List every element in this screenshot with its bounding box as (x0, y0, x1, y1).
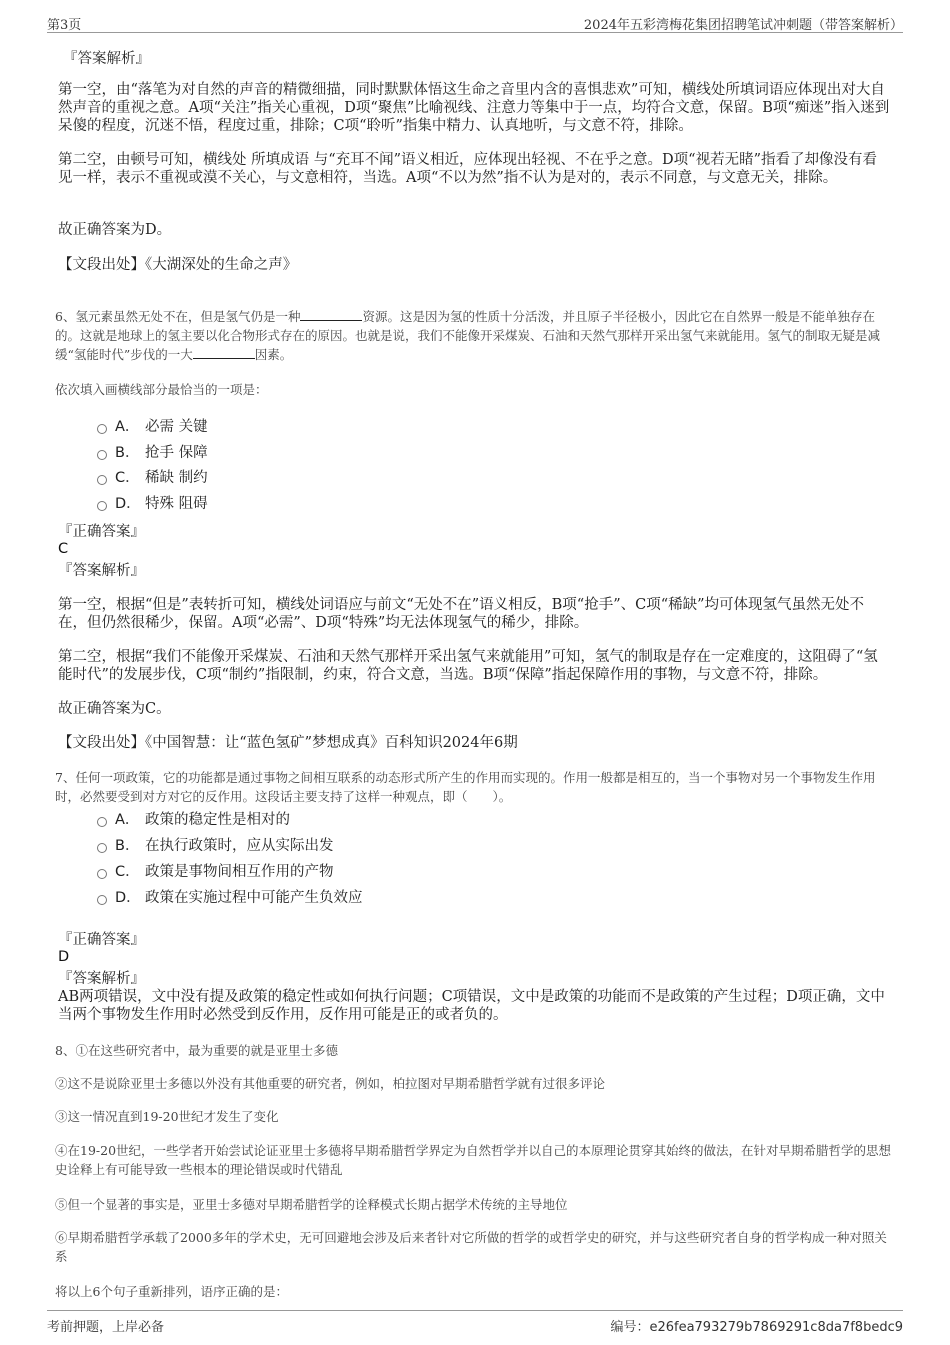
q7-option-a[interactable]: A． 政策的稳定性是相对的 (97, 811, 290, 829)
q5-analysis-label: 『答案解析』 (63, 51, 150, 67)
q7-option-c[interactable]: C． 政策是事物间相互作用的产物 (97, 863, 334, 881)
q7-analysis: AB两项错误，文中没有提及政策的稳定性或如何执行问题；C项错误，文中是政策的功能而不是政策的产生过程；D项正确，文中当两个事物发生作用时必然受到反作用，反作用可能是正的或者负的。 (58, 989, 885, 1023)
q5-analysis-p2: 第二空，由顿号可知，横线处 所填成语 与“充耳不闻”语义相近，应体现出轻视、不在乎之意。D项“视若无睹”指看了却像没有看见一样，表示不重视或漠不关心，与文意相符，当选。A项“不以为然”指不认为是对的，表示不同意，与文意无关，排除。 (58, 152, 877, 186)
q6-option-a[interactable]: A． 必需 关键 (97, 418, 208, 436)
q6-source: 【文段出处】《中国智慧：让“蓝色氢矿”梦想成真》百科知识2024年6期 (58, 735, 518, 751)
radio-icon[interactable] (97, 843, 107, 853)
q6-prompt: 依次填入画横线部分最恰当的一项是： (55, 382, 268, 397)
q6-analysis-p1: 第一空，根据“但是”表转折可知，横线处词语应与前文“无处不在”语义相反，B项“抢手”、C项“稀缺”均可体现氢气虽然无处不在，但仍然很稀少，保留。A项“必需”、D项“特殊”均无法体现氢气的稀少，排除。 (58, 597, 865, 631)
q8-sentence-4: ④在19-20世纪，一些学者开始尝试论证亚里士多德将早期希腊哲学界定为自然哲学并以自己的本原理论贯穿其始终的做法，在针对早期希腊哲学的思想史诠释上有可能导致一些根本的理论错误或时代错乱 (55, 1143, 892, 1177)
q7-option-d[interactable]: D． 政策在实施过程中可能产生负效应 (97, 889, 363, 907)
q5-conclusion: 故正确答案为D。 (58, 222, 172, 238)
q6-stem-part-1: 6、氢元素虽然无处不在，但是氢气仍是一种 (55, 309, 301, 324)
q6-stem-part-3: 因素。 (254, 347, 293, 362)
q6-option-c[interactable]: C． 稀缺 制约 (97, 469, 208, 487)
q6-analysis-p2: 第二空，根据“我们不能像开采煤炭、石油和天然气那样开采出氢气来就能用”可知，氢气的制取是存在一定难度的，这阻碍了“氢能时代”的发展步伐，C项“制约”指限制，约束，符合文意，当选。B项“保障”指起保障作用的事物，与文意不符，排除。 (58, 649, 878, 683)
q8-prompt: 将以上6个句子重新排列，语序正确的是： (55, 1284, 288, 1299)
q7-stem: 7、任何一项政策，它的功能都是通过事物之间相互联系的动态形式所产生的作用而实现的。作用一般都是相互的，当一个事物对另一个事物发生作用时，必然要受到对方对它的反作用。这段话主要支持了这样一种观点，即（ ）。 (55, 770, 876, 804)
q6-conclusion: 故正确答案为C。 (58, 701, 171, 717)
q5-analysis-p1: 第一空，由“落笔为对自然的声音的精微细描，同时默默体悟这生命之音里内含的喜惧悲欢”可知，横线处所填词语应体现出对大自然声音的重视之意。A项“关注”指关心重视，D项“聚焦”比喻视线、注意力等集中于一点，均符合文意，保留。B项“痴迷”指入迷到呆傻的程度，沉迷不悟，程度过重，排除；C项“聆听”指集中精力、认真地听，与文意不符，排除。 (58, 82, 890, 134)
q6-option-d[interactable]: D． 特殊 阻碍 (97, 495, 208, 513)
q6-stem-part-2: 资源。这是因为氢的性质十分活泼，并且原子半径极小，因此它在自然界一般是不能单独存在的。这就是地球上的氢主要以化合物形式存在的原因。也就是说，我们不能像开采煤炭、石油和天然气那样开采出氢气来就能用。氢气的制取无疑是减缓“氢能时代”步伐的一大 (55, 309, 881, 362)
document-code-label: 编号： (610, 1320, 650, 1335)
page-footer (47, 1310, 903, 1335)
q7-answer-label: 『正确答案』 (58, 932, 145, 948)
q6-blank-2 (193, 346, 255, 359)
document-title: 2024年五彩湾梅花集团招聘笔试冲刺题（带答案解析） (583, 18, 903, 33)
page-header (47, 12, 903, 33)
radio-icon[interactable] (97, 475, 107, 485)
radio-icon[interactable] (97, 450, 107, 460)
q6-analysis-label: 『答案解析』 (58, 563, 145, 579)
q6-blank-1 (300, 308, 362, 321)
q8-sentence-1: 8、①在这些研究者中，最为重要的就是亚里士多德 (55, 1043, 338, 1058)
footer-slogan: 考前押题，上岸必备 (47, 1320, 165, 1335)
radio-icon[interactable] (97, 817, 107, 827)
radio-icon[interactable] (97, 869, 107, 879)
radio-icon[interactable] (97, 895, 107, 905)
q8-sentence-5: ⑤但一个显著的事实是，亚里士多德对早期希腊哲学的诠释模式长期占据学术传统的主导地位 (55, 1197, 568, 1212)
q6-option-b[interactable]: B． 抢手 保障 (97, 444, 208, 462)
radio-icon[interactable] (97, 424, 107, 434)
page-number: 第3页 (47, 18, 82, 33)
q6-answer-label: 『正确答案』 (58, 524, 145, 540)
q6-stem (55, 307, 897, 364)
radio-icon[interactable] (97, 501, 107, 511)
q5-source: 【文段出处】《大湖深处的生命之声》 (58, 257, 298, 273)
q7-option-b[interactable]: B． 在执行政策时，应从实际出发 (97, 837, 334, 855)
q6-answer: C (58, 541, 69, 557)
q8-sentence-3: ③这一情况直到19-20世纪才发生了变化 (55, 1109, 279, 1124)
document-code (610, 1316, 903, 1335)
q7-analysis-label: 『答案解析』 (58, 971, 145, 987)
q8-sentence-6: ⑥早期希腊哲学承载了2000多年的学术史，无可回避地会涉及后来者针对它所做的哲学的或哲学史的研究，并与这些研究者自身的哲学构成一种对照关系 (55, 1230, 887, 1264)
document-code-value: e26fea793279b7869291c8da7f8bedc9 (649, 1320, 903, 1335)
q7-answer: D (58, 949, 70, 965)
q8-sentence-2: ②这不是说除亚里士多德以外没有其他重要的研究者，例如，柏拉图对早期希腊哲学就有过很多评论 (55, 1076, 606, 1091)
